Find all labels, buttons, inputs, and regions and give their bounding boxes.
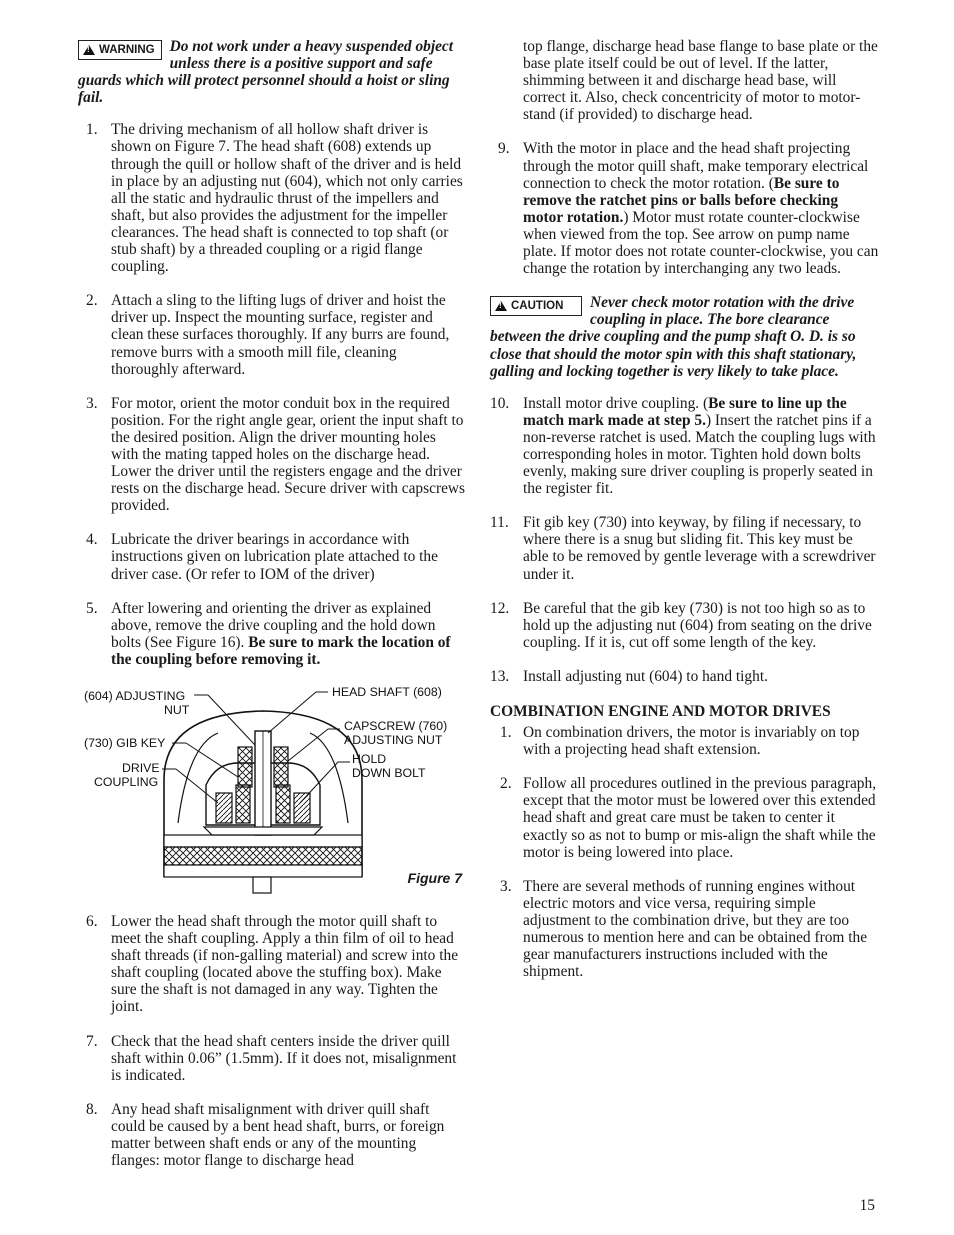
figure-caption: Figure 7 — [407, 869, 462, 886]
step-item — [490, 600, 880, 651]
step-number: 13. — [490, 667, 510, 685]
label-hold-down-bolt: HOLD — [352, 752, 387, 766]
step-number: 2. — [86, 292, 98, 310]
step-item — [78, 531, 466, 582]
caution-badge — [490, 296, 582, 316]
caution-triangle-icon — [495, 301, 507, 311]
warning-triangle-icon — [83, 45, 95, 55]
label-adjusting-nut: (604) ADJUSTING — [84, 689, 186, 703]
step-item — [490, 514, 880, 582]
warning-badge-label: WARNING — [99, 44, 155, 56]
installation-steps-10-13 — [490, 395, 880, 685]
step-number: 5. — [86, 599, 98, 617]
step-bold-text: Be sure to mark the location of the coupling before removing it. — [111, 633, 451, 668]
figure-7 — [78, 685, 466, 903]
warning-badge — [78, 40, 162, 60]
warning-notice — [78, 38, 466, 106]
installation-step-9 — [490, 140, 880, 277]
step-item — [78, 121, 466, 275]
step-number: 6. — [86, 913, 98, 930]
step-text: After lowering and orienting the driver as explained above, remove the drive coupling and the hold down bolts (See Figure 16). — [111, 599, 436, 651]
label-gib-key: (730) GIB KEY — [84, 736, 166, 750]
step-item — [490, 668, 880, 685]
step-item — [78, 292, 466, 377]
step-item — [490, 878, 880, 981]
step-item — [490, 395, 880, 498]
left-column — [78, 38, 466, 1186]
section-title: COMBINATION ENGINE AND MOTOR DRIVES — [490, 703, 831, 720]
caution-notice — [490, 294, 880, 379]
step-number: 11. — [490, 514, 509, 532]
step-text: There are several methods of running engines without electric motors and vice versa, requiring simple adjustment to the combination drive, but they are too numerous to mention here and can be obtained from the gear manufacturers instructions included with the shipment. — [523, 877, 868, 981]
step-number: 4. — [86, 531, 98, 549]
step-item — [78, 1033, 466, 1084]
step-text: Any head shaft misalignment with driver quill shaft could be caused by a bent head shaft, burrs, or foreign matter between shaft ends or any of the mounting flanges: motor flange to discharge head — [111, 1100, 445, 1170]
step-text: The driving mechanism of all hollow shaft driver is shown on Figure 7. The head shaft (608) extends up through the quill or hollow shaft of the driver and is held in place by an adjusting nut (604), which not only carries all the static and hydraulic thrust of the impellers and shaft, but also provides the adjustment for the impeller clearances. The head shaft is connected to top shaft (or stub shaft) by a threaded coupling or a rigid flange coupling. — [111, 121, 463, 276]
step-item — [490, 724, 880, 758]
label-adjusting-nut-2: NUT — [164, 703, 190, 717]
installation-steps-1-5 — [78, 121, 466, 668]
step-8-continuation: top flange, discharge head base flange to base plate or the base plate itself could be out of level. If the latter, shimming between it and discharge head base, will correct it. Also, check concentricity of motor to motor-stand (if provided) to discharge head. — [523, 38, 878, 124]
step-text: Lower the head shaft through the motor quill shaft to meet the shaft coupling. Apply a thin film of oil to head shaft threads (if non-galling material) and screw into the shaft coupling (located above the stuffing box). Make sure the shaft is not damaged in any way. Tighten the joint. — [111, 913, 459, 1016]
caution-badge-label: CAUTION — [511, 300, 564, 313]
step-text: Attach a sling to the lifting lugs of driver and hoist the driver up. Inspect the mounting surface, register and clean these surfaces thoroughly. If any burrs are found, remove burrs with a smooth mill file, cleaning thoroughly afterward. — [111, 292, 450, 378]
label-drive-coupling-2: COUPLING — [94, 775, 159, 789]
step-text: Install adjusting nut (604) to hand tight. — [523, 667, 768, 685]
step-text: On combination drivers, the motor is invariably on top with a projecting head shaft extension. — [523, 724, 860, 759]
combination-drive-steps — [490, 724, 880, 980]
step-bold-text: Be sure to line up the match mark made at step 5. — [523, 394, 847, 429]
step-item — [78, 600, 466, 668]
step-number: 8. — [86, 1100, 98, 1118]
step-number: 3. — [86, 394, 98, 412]
caution-text: Never check motor rotation with the drive coupling in place. The bore clearance between the drive coupling and the pump shaft O. D. is so close that should the motor spin with this shaft stationary, galling and locking together is very likely to take place. — [490, 294, 857, 380]
label-head-shaft: HEAD SHAFT (608) — [332, 685, 442, 699]
step-text: ) Insert the ratchet pins if a non-reverse ratchet is used. Match the coupling lugs with corresponding holes in motor. Tighten hold down bolts evenly, making sure driver coupling is properly seated in the register fit. — [523, 411, 876, 498]
step-text: Follow all procedures outlined in the previous paragraph, except that the motor must be lowered over this extended head shaft and great care must be taken to center it exactly so as not to bump or mis-align the shaft while the motor is being lowered into place. — [523, 775, 877, 861]
step-number: 1. — [500, 724, 512, 742]
step-number: 12. — [490, 599, 510, 617]
step-number: 2. — [500, 775, 512, 793]
step-number: 7. — [86, 1032, 98, 1050]
right-column — [490, 38, 880, 997]
step-text: Install motor drive coupling. ( — [523, 394, 709, 412]
step-number: 3. — [500, 877, 512, 895]
step-text: Fit gib key (730) into keyway, by filing if necessary, to where there is a snug but sliding fit. This key must be able to be removed by gentle leverage with a screwdriver under it. — [523, 514, 876, 583]
step-item — [490, 140, 880, 277]
step-item — [78, 395, 466, 515]
step-item — [78, 913, 466, 1016]
page-number: 15 — [859, 1197, 875, 1214]
label-drive-coupling: DRIVE — [122, 761, 160, 775]
label-capscrew-2: ADJUSTING NUT — [344, 733, 443, 747]
step-text: For motor, orient the motor conduit box in the required position. For the right angle gear, orient the input shaft to the desired position. Align the driver mounting holes with the mating tapped holes on the discharge head. Lower the driver until the registers engage and the driver rests on the discharge head. Secure driver with capscrews provided. — [111, 394, 465, 515]
step-text: Lubricate the driver bearings in accordance with instructions given on lubrication plate attached to the driver case. (Or refer to IOM of the driver) — [111, 531, 438, 583]
step-text: With the motor in place and the head shaft projecting through the motor quill shaft, make temporary electrical connection to check the motor rotation. ( — [523, 140, 869, 192]
step-text: Be careful that the gib key (730) is not too high so as to hold up the adjusting nut (604) from seating on the drive coupling. If it is, cut off some length of the key. — [523, 599, 872, 651]
step-number: 10. — [490, 394, 510, 412]
step-item — [78, 1101, 466, 1169]
warning-text: Do not work under a heavy suspended object unless there is a positive support and safe guards which will protect personnel should a hoist or sling fail. — [78, 38, 454, 107]
step-number: 9. — [498, 140, 510, 158]
step-text: ) Motor must rotate counter-clockwise when viewed from the top. See arrow on pump name plate. If motor does not rotate counter-clockwise, you can change the rotation by interchanging any two leads. — [523, 208, 879, 278]
step-text: Check that the head shaft centers inside the driver quill shaft within 0.06” (1.5mm). If it does not, misalignment is indicated. — [111, 1032, 457, 1084]
label-capscrew: CAPSCREW (760) — [344, 719, 448, 733]
step-bold-text: Be sure to remove the ratchet pins or balls before checking motor rotation. — [523, 174, 840, 226]
step-number: 1. — [86, 121, 98, 139]
step-item — [490, 775, 880, 860]
installation-steps-6-8 — [78, 913, 466, 1169]
label-hold-down-bolt-2: DOWN BOLT — [352, 766, 426, 780]
